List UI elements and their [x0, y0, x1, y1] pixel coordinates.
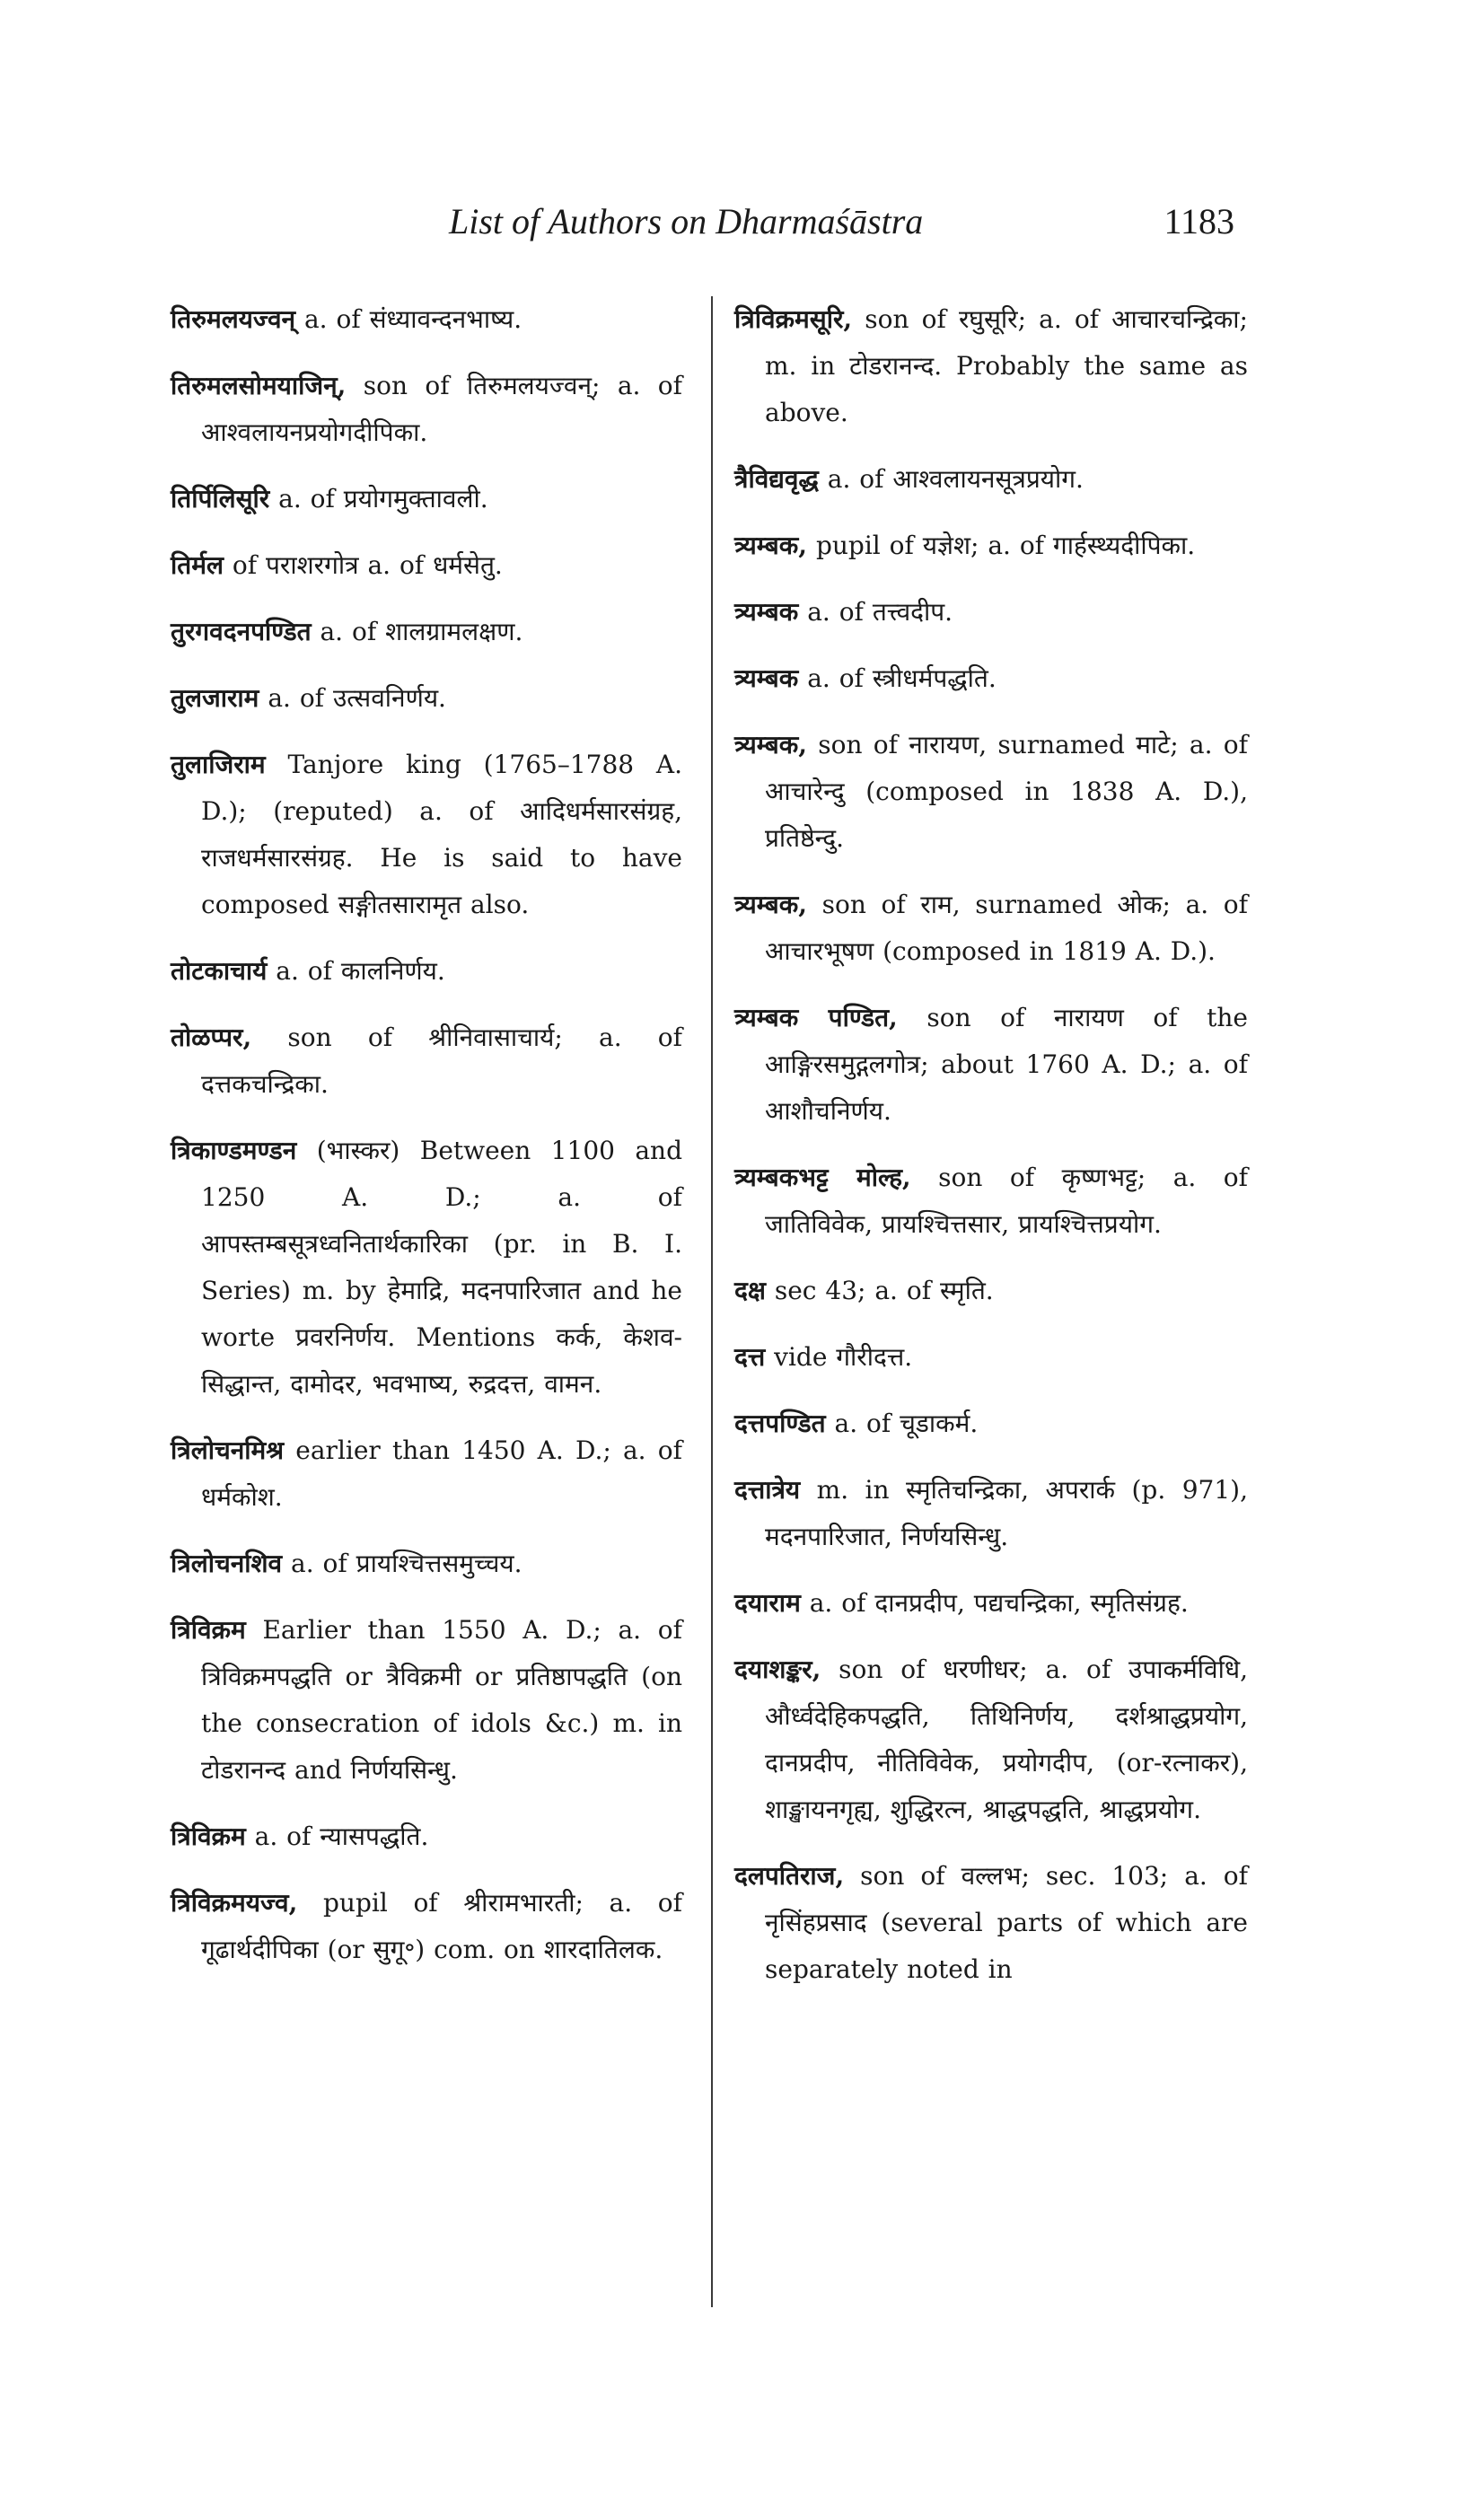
entry-text: son of वल्लभ; sec. 103; a. of नृसिंहप्रसाद (several parts of which are separately noted in: [765, 1861, 1248, 1984]
page-number: 1183: [1163, 201, 1234, 241]
entry-text: son of श्रीनिवासाचार्य; a. of दत्तकचन्द्रिका.: [201, 1023, 682, 1099]
author-entry: [734, 1467, 1248, 1560]
entry-headword: तुलाजिराम: [171, 750, 266, 779]
author-entry: [171, 1813, 682, 1860]
author-entry: [171, 675, 682, 722]
entry-headword: दत्तात्रेय: [734, 1475, 801, 1505]
entry-headword: त्रिविक्रम: [171, 1615, 246, 1645]
entry-headword: त्र्यम्बक,: [734, 531, 808, 560]
entry-headword: तोटकाचार्य: [171, 956, 268, 986]
author-entry: [171, 476, 682, 522]
entry-text: a. of संध्यावन्दनभाष्य.: [295, 304, 522, 334]
entry-text: son of रघुसूरि; a. of आचारचन्द्रिका; m. in टोडरानन्द. Probably the same as above.: [765, 304, 1248, 427]
author-entry: [171, 296, 682, 343]
author-entry: [734, 296, 1248, 436]
entry-headword: त्र्यम्बक,: [734, 730, 808, 759]
author-entry: [171, 1607, 682, 1794]
author-entry: [734, 1646, 1248, 1833]
author-entry: [171, 542, 682, 589]
author-entry: [734, 1334, 1248, 1381]
author-entry: [171, 609, 682, 655]
author-entry: [734, 995, 1248, 1135]
entry-headword: तिर्मल: [171, 550, 224, 580]
author-entry: [171, 1014, 682, 1108]
entry-headword: तिरुमलसोमयाजिन्,: [171, 371, 347, 400]
entry-headword: त्र्यम्बक: [734, 597, 799, 627]
entry-headword: तोळप्पर,: [171, 1023, 252, 1052]
entry-headword: तिर्पिलिसूरि: [171, 484, 270, 514]
entry-text: son of तिरुमलयज्वन्; a. of आश्वलायनप्रयोगदीपिका.: [201, 371, 682, 447]
author-entry: [171, 742, 682, 928]
entry-text: sec 43; a. of स्मृति.: [765, 1276, 994, 1305]
author-entry: [734, 522, 1248, 569]
right-column: [734, 296, 1248, 2013]
entry-text: pupil of श्रीरामभारती; a. of गूढार्थदीपिका (or सुगू॰) com. on शारदातिलक.: [201, 1888, 682, 1964]
entry-headword: दक्ष: [734, 1276, 766, 1305]
entry-headword: दत्तपण्डित: [734, 1409, 826, 1438]
entry-headword: त्रिलोचनशिव: [171, 1549, 283, 1578]
entry-headword: त्रिलोचनमिश्र: [171, 1435, 285, 1465]
running-head: [449, 199, 1257, 253]
entry-headword: त्रिविक्रमसूरि,: [734, 304, 853, 334]
entry-text: son of राम, surnamed ओक; a. of आचारभूषण (composed in 1819 A. D.).: [765, 890, 1248, 966]
author-entry: [734, 1853, 1248, 1993]
entry-text: (भास्कर) Between 1100 and 1250 A. D.; a. of आपस्तम्बसूत्रध्वनितार्थकारिका (pr. in B. I. Series) m. by हेमाद्रि, मदनपारिजात and he worte प्रवरनिर्णय. Mentions कर्क, केशव-सिद्धान्त, दामोदर, भवभाष्य, रुद्रदत्त, वामन.: [201, 1136, 682, 1399]
entry-text: a. of प्रायश्चित्तसमुच्चय.: [282, 1549, 522, 1578]
entry-headword: त्र्यम्बक पण्डित,: [734, 1003, 898, 1032]
entry-text: a. of चूडाकर्म.: [825, 1409, 979, 1438]
entry-text: m. in स्मृतिचन्द्रिका, अपरार्क (p. 971), मदनपारिजात, निर्णयसिन्धु.: [765, 1475, 1248, 1551]
entry-text: Tanjore king (1765–1788 A. D.); (reputed) a. of आदिधर्मसारसंग्रह, राजधर्मसारसंग्रह. He is said to have composed सङ्गीतसारामृत also.: [201, 750, 682, 919]
entry-text: son of नारायण of the आङ्गिरसमुद्गलगोत्र; about 1760 A. D.; a. of आशौचनिर्णय.: [765, 1003, 1248, 1126]
entry-text: earlier than 1450 A. D.; a. of धर्मकोश.: [201, 1435, 682, 1512]
author-entry: [734, 589, 1248, 636]
entry-text: a. of आश्वलायनसूत्रप्रयोग.: [818, 464, 1084, 494]
entry-headword: त्र्यम्बकभट्ट मोल्ह,: [734, 1163, 911, 1192]
entry-headword: तुरगवदनपण्डित: [171, 617, 312, 646]
entry-text: son of नारायण, surnamed माटे; a. of आचारेन्दु (composed in 1838 A. D.), प्रतिष्ठेन्दु.: [765, 730, 1248, 853]
entry-text: son of धरणीधर; a. of उपाकर्मविधि, और्ध्वदेहिकपद्धति, तिथिनिर्णय, दर्शश्राद्धप्रयोग, दानप्रदीप, नीतिविवेक, प्रयोगदीप, (or-रत्नाकर), शाङ्खायनगृह्य, शुद्धिरत्न, श्राद्धपद्धति, श्राद्धप्रयोग.: [765, 1655, 1248, 1824]
entry-text: of पराशरगोत्र a. of धर्मसेतु.: [223, 550, 503, 580]
entry-headword: त्रिविक्रम: [171, 1822, 246, 1851]
left-column: [171, 296, 682, 1993]
entry-text: son of कृष्णभट्ट; a. of जातिविवेक, प्रायश्चित्तसार, प्रायश्चित्तप्रयोग.: [765, 1163, 1249, 1239]
entry-headword: दत्त: [734, 1342, 766, 1372]
entry-headword: दलपतिराज,: [734, 1861, 845, 1891]
author-entry: [171, 1541, 682, 1587]
entry-text: a. of शालग्रामलक्षण.: [311, 617, 523, 646]
entry-headword: दयाराम: [734, 1588, 801, 1618]
running-title: List of Authors on Dharmaśāstra: [449, 201, 924, 241]
entry-text: a. of न्यासपद्धति.: [245, 1822, 429, 1851]
author-entry: [171, 1128, 682, 1408]
author-entry: [734, 882, 1248, 975]
entry-headword: तिरुमलयज्वन्: [171, 304, 296, 334]
author-entry: [171, 363, 682, 456]
column-divider: [711, 296, 713, 2307]
entry-headword: तुलजाराम: [171, 683, 259, 713]
author-entry: [734, 1400, 1248, 1447]
author-entry: [734, 456, 1248, 503]
entry-text: vide गौरीदत्त.: [765, 1342, 913, 1372]
author-entry: [171, 1427, 682, 1521]
entry-headword: त्रिकाण्डमण्डन: [171, 1136, 297, 1165]
entry-text: a. of उत्सवनिर्णय.: [259, 683, 446, 713]
entry-headword: त्रैविद्यवृद्ध: [734, 464, 819, 494]
entry-text: pupil of यज्ञेश; a. of गार्हस्थ्यदीपिका.: [807, 531, 1196, 560]
author-entry: [734, 1154, 1248, 1248]
author-entry: [734, 655, 1248, 702]
author-entry: [171, 948, 682, 995]
entry-text: a. of तत्त्वदीप.: [798, 597, 953, 627]
author-entry: [171, 1880, 682, 1973]
author-entry: [734, 1268, 1248, 1314]
entry-text: a. of कालनिर्णय.: [267, 956, 445, 986]
entry-headword: त्र्यम्बक,: [734, 890, 808, 919]
entry-headword: त्रिविक्रमयज्व,: [171, 1888, 298, 1918]
entry-text: a. of प्रयोगमुक्तावली.: [269, 484, 488, 514]
entry-headword: त्र्यम्बक: [734, 663, 799, 693]
entry-text: Earlier than 1550 A. D.; a. of त्रिविक्रमपद्धति or त्रैविक्रमी or प्रतिष्ठापद्धति (on the consecration of idols &c.) m. in टोडरानन्द and निर्णयसिन्धु.: [201, 1615, 682, 1785]
entry-text: a. of स्त्रीधर्मपद्धति.: [798, 663, 997, 693]
author-entry: [734, 1580, 1248, 1627]
author-entry: [734, 722, 1248, 862]
entry-headword: दयाशङ्कर,: [734, 1655, 821, 1684]
entry-text: a. of दानप्रदीप, पद्यचन्द्रिका, स्मृतिसंग्रह.: [800, 1588, 1189, 1618]
